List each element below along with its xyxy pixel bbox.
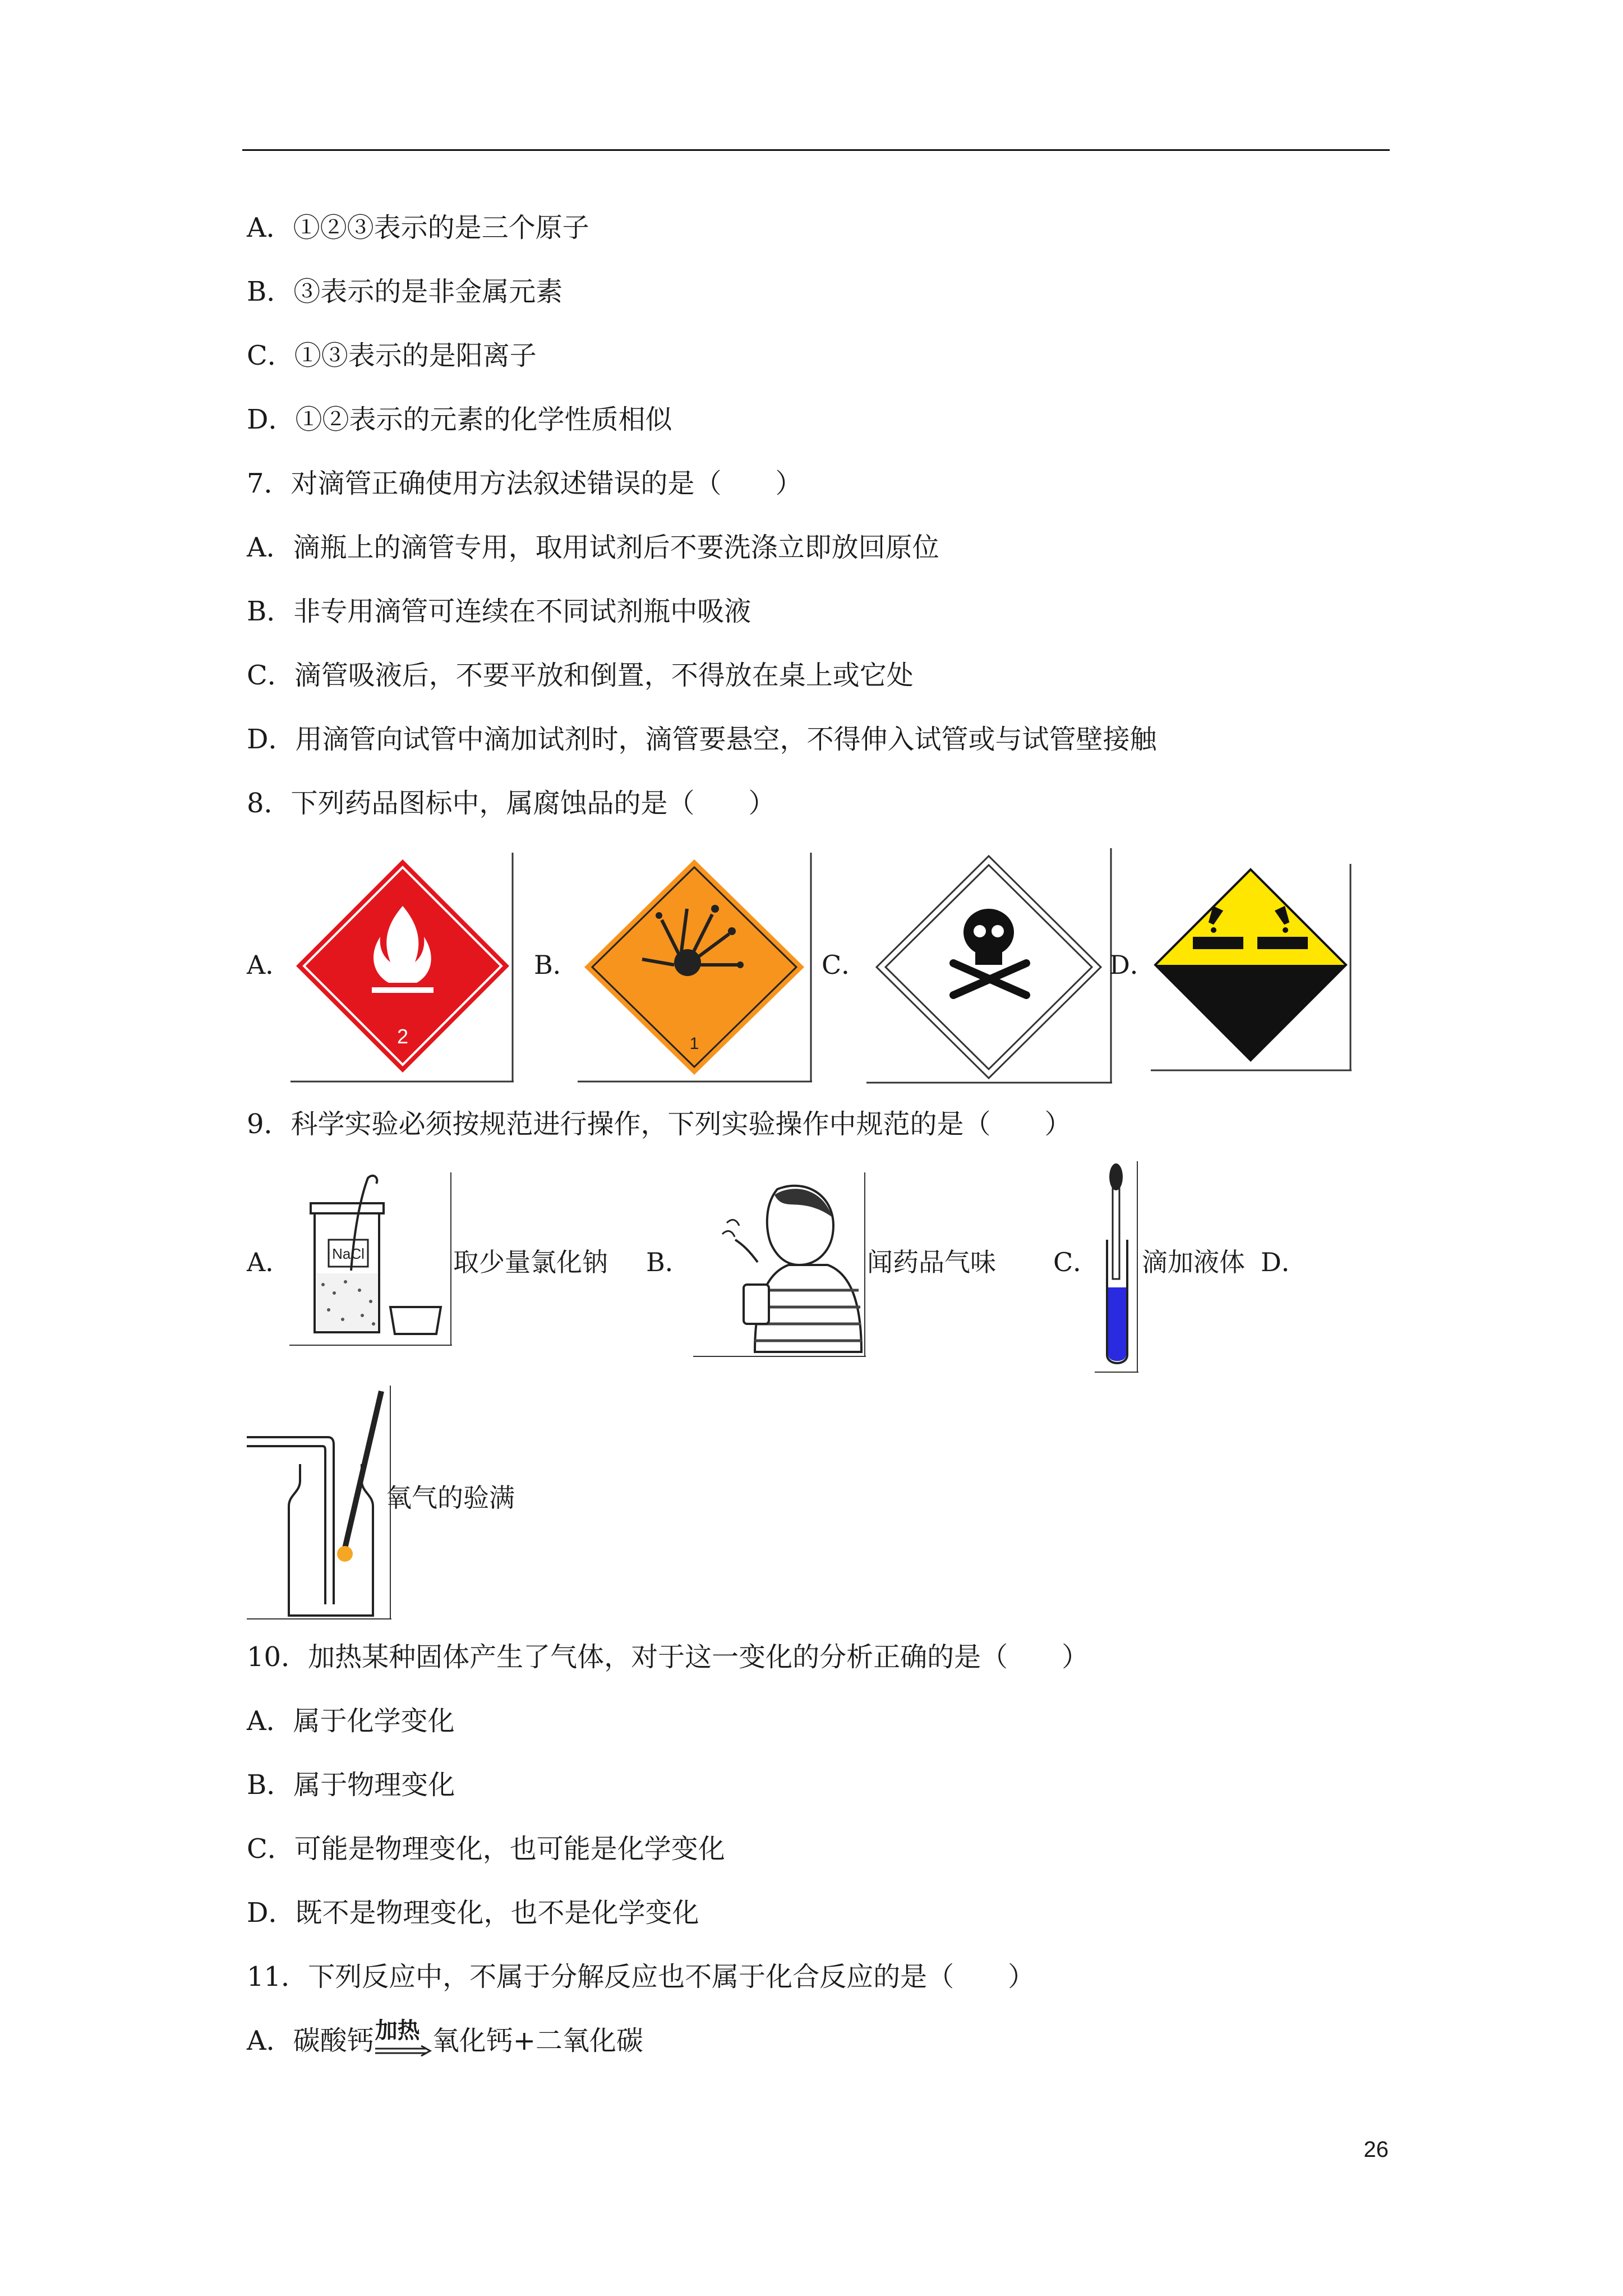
q11-products: 氧化钙+二氧化碳 (432, 2025, 643, 2056)
q9-label-b: B． (646, 1247, 691, 1277)
q7-option-d: D．用滴管向试管中滴加试剂时，滴管要悬空，不得伸入试管或与试管壁接触 (247, 724, 1157, 755)
header-rule (242, 149, 1390, 151)
page-number: 26 (1363, 2137, 1389, 2162)
flammable-sign-icon (291, 853, 515, 1083)
q10-option-c: C．可能是物理变化，也可能是化学变化 (247, 1833, 725, 1865)
q6-option-b: B．③表示的是非金属元素 (247, 276, 563, 307)
q8-stem: 8．下列药品图标中，属腐蚀品的是（ ） (247, 788, 776, 819)
q9-option-c-text: 滴加液体 (1142, 1247, 1245, 1277)
test-tube-dropper-icon (1095, 1161, 1140, 1374)
q11-option-a (247, 2018, 643, 2058)
q9-label-c: C． (1053, 1247, 1099, 1277)
q6-option-a: A．①②③表示的是三个原子 (247, 212, 589, 243)
reaction-arrow (374, 2018, 432, 2058)
q7-option-a: A．滴瓶上的滴管专用，取用试剂后不要洗涤立即放回原位 (247, 532, 939, 563)
explosive-sign-icon (578, 853, 813, 1083)
q6-option-d: D．①②表示的元素的化学性质相似 (247, 404, 672, 435)
q9-label-a: A． (247, 1247, 292, 1277)
explosive-sign-number: 1 (689, 1034, 699, 1053)
q7-stem: 7．对滴管正确使用方法叙述错误的是（ ） (247, 468, 803, 499)
toxic-skull-sign-icon (866, 848, 1113, 1084)
q8-label-c: C． (822, 950, 868, 980)
q9-option-b-text: 闻药品气味 (867, 1247, 996, 1277)
q8-label-b: B． (534, 950, 579, 980)
flammable-sign-number: 2 (396, 1025, 409, 1048)
smelling-chemical-boy-icon (693, 1172, 866, 1358)
q6-option-c: C．①③表示的是阳离子 (247, 340, 537, 371)
q9-option-a-text: 取少量氯化钠 (453, 1247, 608, 1277)
arrow-icon (374, 2045, 432, 2056)
oxygen-bottle-splint-icon (247, 1386, 393, 1621)
corrosive-sign-icon (1151, 864, 1353, 1071)
q10-option-b: B．属于物理变化 (247, 1769, 455, 1801)
q9-stem: 9．科学实验必须按规范进行操作，下列实验操作中规范的是（ ） (247, 1108, 1072, 1140)
q7-option-b: B．非专用滴管可连续在不同试剂瓶中吸液 (247, 596, 751, 627)
nacl-jar-label: NaCl (332, 1245, 365, 1262)
q10-stem: 10．加热某种固体产生了气体，对于这一变化的分析正确的是（ ） (247, 1641, 1089, 1673)
q9-label-d: D． (1261, 1247, 1307, 1277)
q10-option-a: A．属于化学变化 (247, 1705, 455, 1737)
reaction-condition: 加热 (375, 2018, 420, 2044)
nacl-jar-spoon-icon (289, 1172, 452, 1346)
q8-label-d: D． (1109, 950, 1156, 980)
q9-option-d-text: 氧气的验满 (386, 1483, 515, 1513)
q11-reactant: 碳酸钙 (293, 2025, 374, 2056)
q11-option-a-label: A． (247, 2025, 293, 2056)
q7-option-c: C．滴管吸液后，不要平放和倒置，不得放在桌上或它处 (247, 660, 914, 691)
q11-stem: 11．下列反应中，不属于分解反应也不属于化合反应的是（ ） (247, 1961, 1035, 1993)
q8-label-a: A． (247, 950, 292, 980)
q10-option-d: D．既不是物理变化，也不是化学变化 (247, 1897, 699, 1929)
